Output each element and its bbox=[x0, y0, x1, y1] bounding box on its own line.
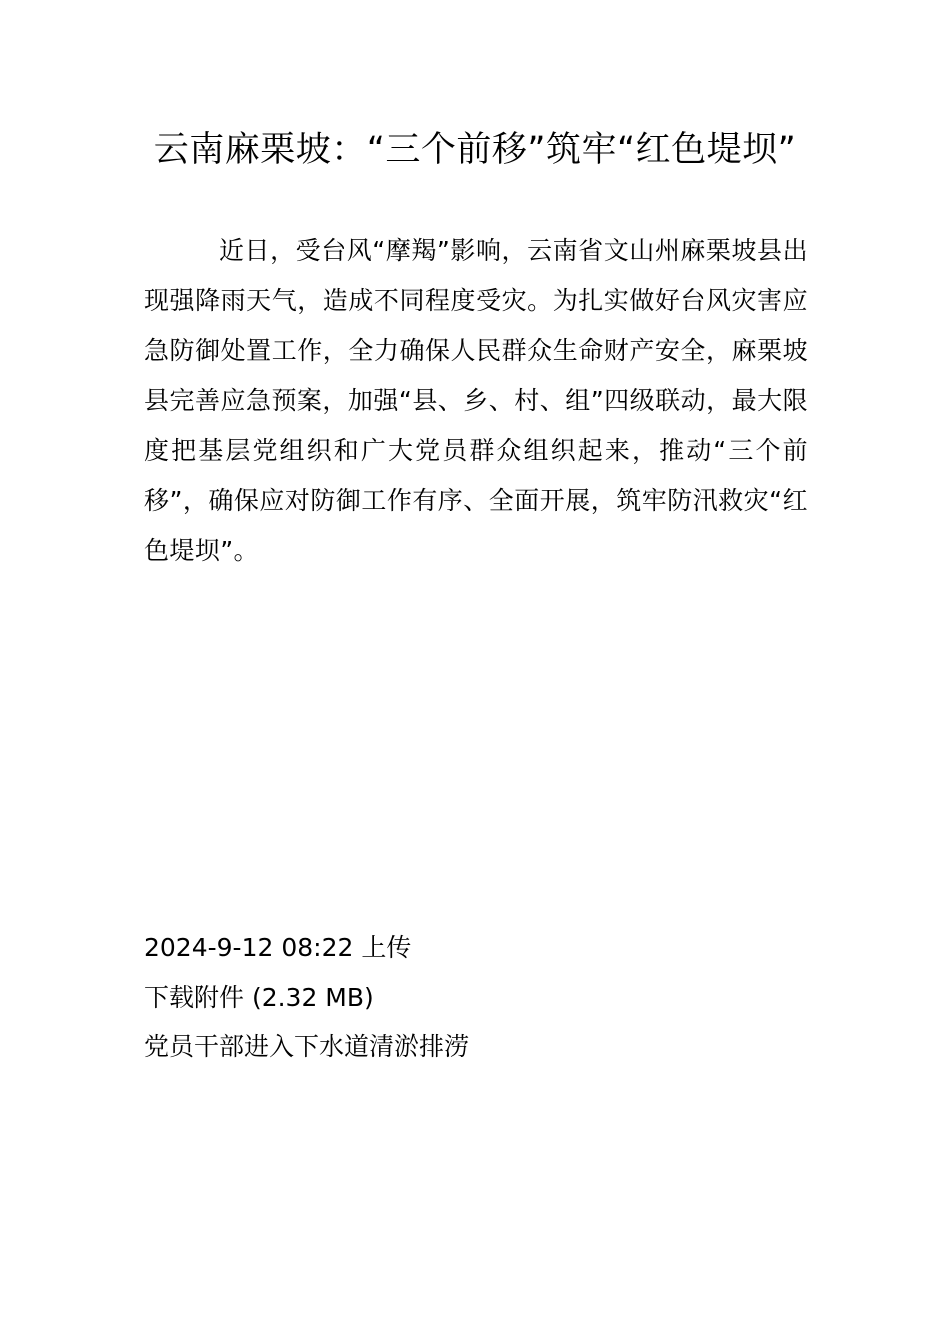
upload-timestamp: 2024-9-12 08:22 上传 bbox=[144, 933, 412, 962]
download-attachment-link[interactable]: 下载附件 (2.32 MB) bbox=[144, 983, 374, 1012]
article-title: 云南麻栗坡：“三个前移”筑牢“红色堤坝” bbox=[153, 130, 797, 170]
article-body: 近日，受台风“摩羯”影响，云南省文山州麻栗坡县出现强降雨天气，造成不同程度受灾。为扎实做好台风灾害应急防御处置工作，全力确保人民群众生命财产安全，麻栗坡县完善应急预案，加强“县、乡、村、组”四级联动，最大限度把基层党组织和广大党员群众组织起来，推动“三个前移”，确保应对防御工作有序、全面开展，筑牢防汛救灾“红色堤坝”。 bbox=[144, 236, 808, 565]
attachment-caption: 党员干部进入下水道清淤排涝 bbox=[144, 1032, 470, 1061]
